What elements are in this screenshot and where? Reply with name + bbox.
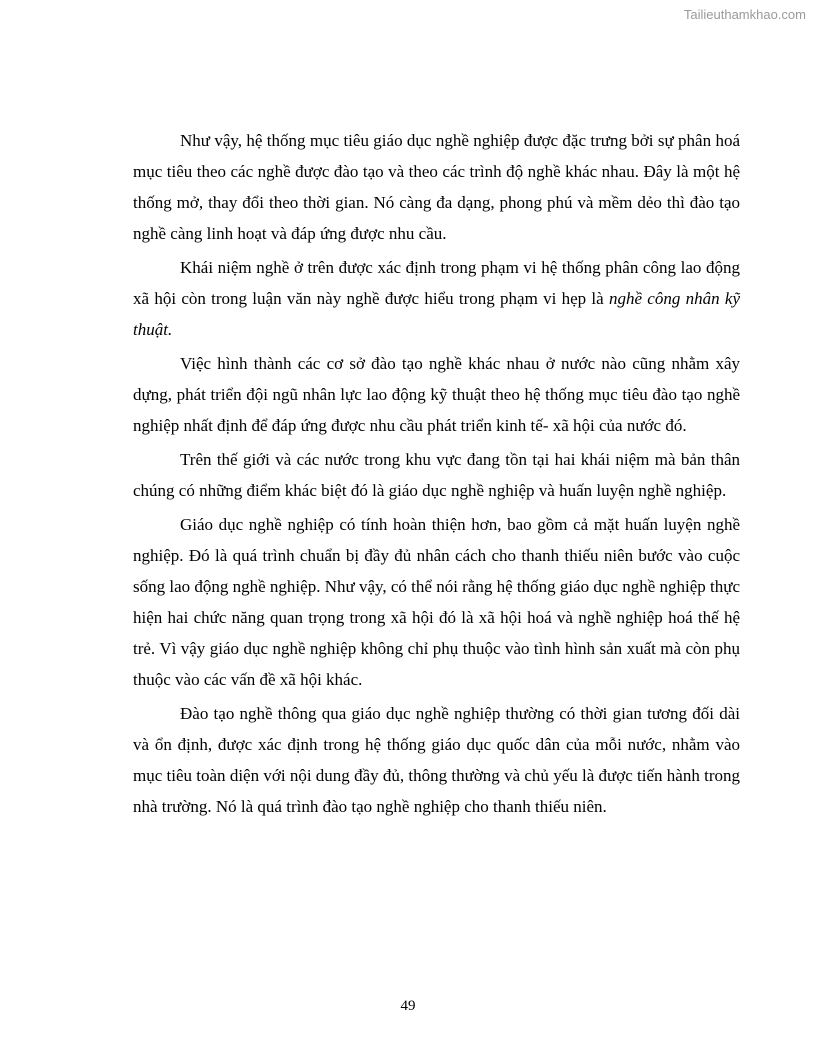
paragraph-text: Trên thế giới và các nước trong khu vực đang tồn tại hai khái niệm mà bản thân chúng có những điểm khác biệt đó là giáo dục nghề nghiệp và huấn luyện nghề nghiệp. <box>133 450 740 500</box>
paragraph-text: Giáo dục nghề nghiệp có tính hoàn thiện hơn, bao gồm cả mặt huấn luyện nghề nghiệp. Đó là quá trình chuẩn bị đầy đủ nhân cách cho thanh thiếu niên bước vào cuộc sống lao động nghề nghiệp. Như vậy, có thể nói rằng hệ thống giáo dục nghề nghiệp thực hiện hai chức năng quan trọng trong xã hội đó là xã hội hoá và nghề nghiệp hoá thế hệ trẻ. Vì vậy giáo dục nghề nghiệp không chỉ phụ thuộc vào tình hình sản xuất mà còn phụ thuộc vào các vấn đề xã hội khác. <box>133 515 741 689</box>
paragraph-3 <box>133 348 740 441</box>
watermark: Tailieuthamkhao.com <box>683 7 806 22</box>
paragraph-6 <box>133 698 740 822</box>
paragraph-text: Đào tạo nghề thông qua giáo dục nghề nghiệp thường có thời gian tương đối dài và ổn định, được xác định trong hệ thống giáo dục quốc dân của mỗi nước, nhằm vào mục tiêu toàn diện với nội dung đầy đủ, thông thường và chủ yếu là được tiến hành trong nhà trường. Nó là quá trình đào tạo nghề nghiệp cho thanh thiếu niên. <box>133 704 740 816</box>
paragraph-5 <box>133 509 740 695</box>
paragraph-1 <box>133 125 740 249</box>
paragraph-text: Như vậy, hệ thống mục tiêu giáo dục nghề nghiệp được đặc trưng bởi sự phân hoá mục tiêu theo các nghề được đào tạo và theo các trình độ nghề khác nhau. Đây là một hệ thống mở, thay đổi theo thời gian. Nó càng đa dạng, phong phú và mềm dẻo thì đào tạo nghề càng linh hoạt và đáp ứng được nhu cầu. <box>133 131 740 243</box>
paragraph-2 <box>133 252 740 345</box>
paragraph-4 <box>133 444 740 506</box>
paragraph-text: Việc hình thành các cơ sở đào tạo nghề khác nhau ở nước nào cũng nhằm xây dựng, phát triển đội ngũ nhân lực lao động kỹ thuật theo hệ thống mục tiêu đào tạo nghề nghiệp nhất định để đáp ứng được nhu cầu phát triển kinh tế- xã hội của nước đó. <box>133 354 740 435</box>
paragraph-text: Khái niệm nghề ở trên được xác định trong phạm vi hệ thống phân công lao động xã hội còn trong luận văn này nghề được hiểu trong phạm vi hẹp là <box>133 258 740 308</box>
document-body <box>133 125 740 822</box>
italic-term: nghề công nhân kỹ thuật. <box>133 289 740 339</box>
page-number: 49 <box>400 998 416 1014</box>
